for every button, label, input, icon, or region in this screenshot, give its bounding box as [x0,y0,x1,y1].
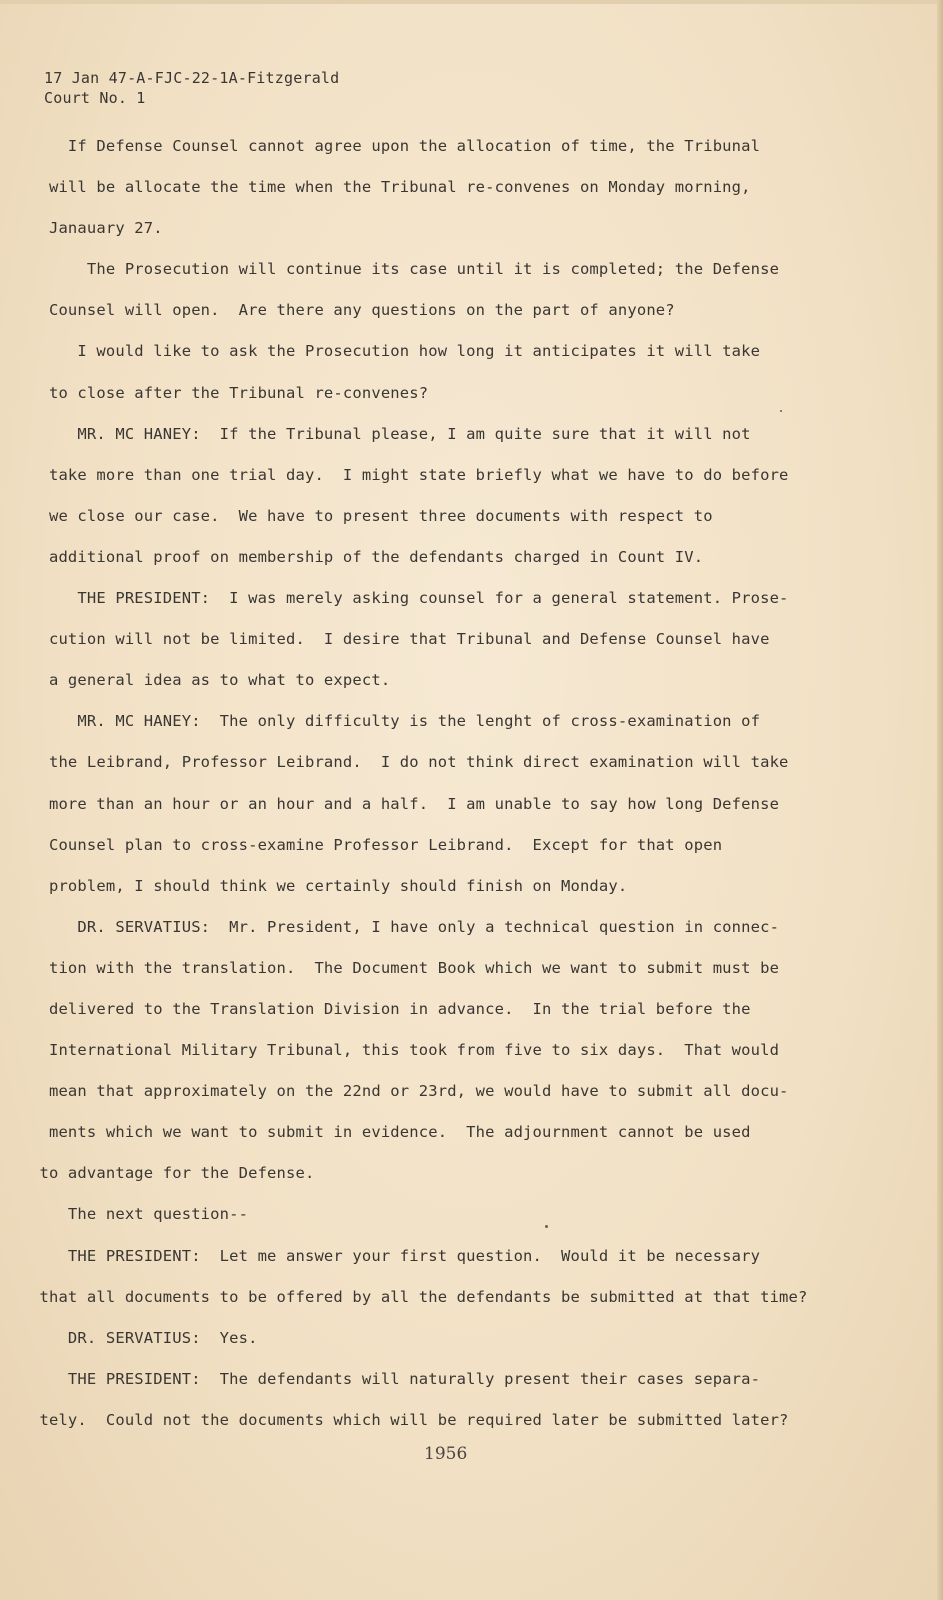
transcript-line: we close our case. We have to present three documents with respect to [30,506,713,525]
transcript-line: If Defense Counsel cannot agree upon the allocation of time, the Tribunal [30,137,761,155]
transcript-line: I would like to ask the Prosecution how long it anticipates it will take [30,342,761,361]
transcript-line: The next question-- [30,1205,249,1224]
transcript-line: additional proof on membership of the defendants charged in Count IV. [30,547,704,566]
page-top-edge [0,0,943,4]
header-court-line: Court No. 1 [44,89,146,107]
transcript-line: THE PRESIDENT: The defendants will naturally present their cases separa- [30,1369,761,1388]
transcript-line: Counsel plan to cross-examine Professor Leibrand. Except for that open [30,835,723,854]
transcript-line: THE PRESIDENT: I was merely asking counsel for a general statement. Prose- [30,589,789,608]
transcript-line: take more than one trial day. I might state briefly what we have to do before [30,465,789,484]
transcript-line: to close after the Tribunal re-convenes? [30,383,429,402]
transcript-line: Janauary 27. [30,219,163,238]
page-right-edge [937,0,943,1600]
transcript-line: cution will not be limited. I desire that Tribunal and Defense Counsel have [30,630,770,649]
transcript-line: DR. SERVATIUS: Mr. President, I have only a technical question in connec- [30,917,780,936]
transcript-body [30,126,860,1441]
transcript-line: THE PRESIDENT: Let me answer your first question. Would it be necessary [30,1246,761,1265]
transcript-line: International Military Tribunal, this took from five to six days. That would [30,1041,780,1060]
transcript-line: to advantage for the Defense. [30,1164,315,1183]
transcript-line: a general idea as to what to expect. [30,671,391,690]
transcript-line: that all documents to be offered by all the defendants be submitted at that time? [30,1287,808,1306]
transcript-line: DR. SERVATIUS: Yes. [30,1328,258,1347]
page-number: 1956 [424,1444,468,1464]
document-header [44,68,339,108]
transcript-line: more than an hour or an hour and a half. I am unable to say how long Defense [30,794,780,813]
header-reference-line: 17 Jan 47-A-FJC-22-1A-Fitzgerald [44,69,340,87]
transcript-line: problem, I should think we certainly should finish on Monday. [30,876,628,895]
transcript-line: the Leibrand, Professor Leibrand. I do not think direct examination will take [30,753,789,772]
transcript-line: The Prosecution will continue its case until it is completed; the Defense [30,260,780,279]
transcript-line: MR. MC HANEY: The only difficulty is the lenght of cross-examination of [30,712,761,731]
transcript-line: ments which we want to submit in evidence. The adjournment cannot be used [30,1123,751,1142]
transcript-line: tion with the translation. The Document Book which we want to submit must be [30,958,780,977]
transcript-line: will be allocate the time when the Tribunal re-convenes on Monday morning, [30,178,751,197]
transcript-line: delivered to the Translation Division in advance. In the trial before the [30,999,751,1018]
paper-speck [780,410,782,412]
transcript-line: MR. MC HANEY: If the Tribunal please, I am quite sure that it will not [30,424,751,443]
paper-speck [545,1225,548,1228]
transcript-line: Counsel will open. Are there any questions on the part of anyone? [30,301,675,320]
transcript-line: mean that approximately on the 22nd or 23rd, we would have to submit all docu- [30,1082,789,1101]
transcript-line: tely. Could not the documents which will be required later be submitted later? [30,1410,789,1429]
